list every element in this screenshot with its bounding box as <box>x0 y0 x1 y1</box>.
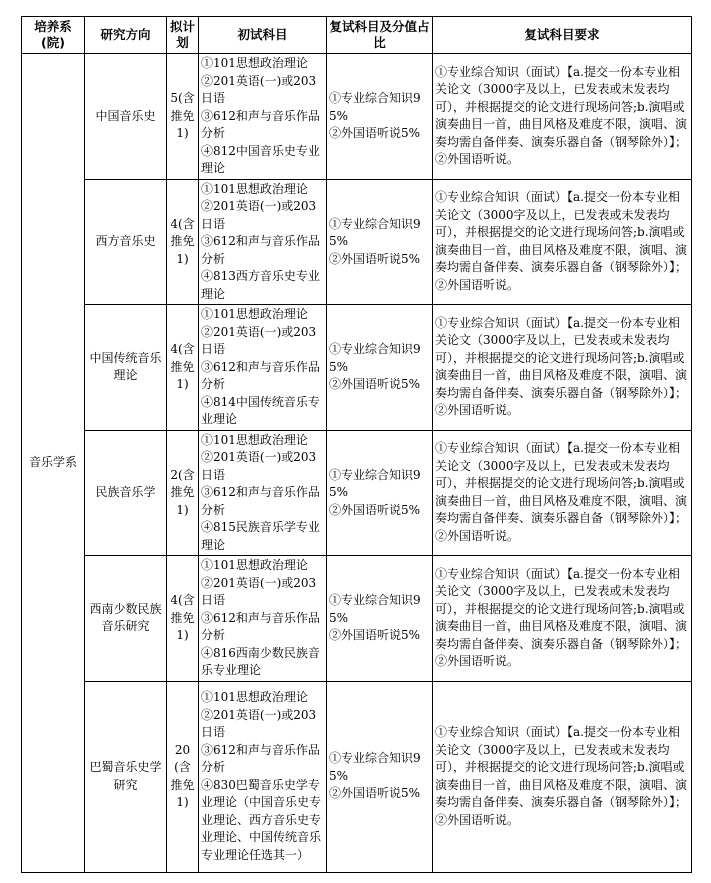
requirements-line: ①专业综合知识（面试）【a.提交一份本专业相关论文（3000字及以上，已发表或未发表均可），并根据提交的论文进行现场问答;b.演唱或演奏曲目一首，曲目风格及难度不限，演唱、演奏均需自备伴奏、演奏乐器自备（钢琴除外）】； <box>435 64 688 149</box>
initial-subjects-line: ④814中国传统音乐专业理论 <box>201 394 320 426</box>
plan-cell: 2(含推免1) <box>167 430 199 556</box>
header-plan: 拟计划 <box>167 17 199 54</box>
requirements-line: ①专业综合知识（面试）【a.提交一份本专业相关论文（3000字及以上，已发表或未发表均可），并根据提交的论文进行现场问答;b.演唱或演奏曲目一首，曲目风格及难度不限，演唱、演奏均需自备伴奏、演奏乐器自备（钢琴除外）】； <box>435 315 688 400</box>
retest-subjects-line: ②外国语听说5% <box>329 786 421 801</box>
retest-subjects-cell <box>327 305 433 431</box>
initial-subjects-line: ③612和声与音乐作品分析 <box>201 234 320 266</box>
initial-subjects-cell <box>199 54 327 180</box>
header-direction: 研究方向 <box>85 17 167 54</box>
header-initial-subjects: 初试科目 <box>199 17 327 54</box>
requirements-cell <box>433 305 692 431</box>
retest-subjects-line: ①专业综合知识95% <box>329 91 421 123</box>
retest-subjects-line: ①专业综合知识95% <box>329 467 421 499</box>
header-row <box>22 17 692 54</box>
requirements-line: ②外国语听说。 <box>435 403 520 418</box>
initial-subjects-line: ④830巴蜀音乐史学专业理论（中国音乐史专业理论、西方音乐史专业理论、中国传统音乐专业理论任选其一） <box>201 777 322 862</box>
header-requirements: 复试科目要求 <box>433 17 692 54</box>
initial-subjects-line: ③612和声与音乐作品分析 <box>201 742 320 774</box>
direction-cell: 民族音乐学 <box>85 430 167 556</box>
initial-subjects-line: ①101思想政治理论 <box>201 690 308 704</box>
initial-subjects-line: ①101思想政治理论 <box>201 56 308 70</box>
initial-subjects-line: ③612和声与音乐作品分析 <box>201 108 320 140</box>
table-row <box>22 179 692 305</box>
requirements-line: ②外国语听说。 <box>435 152 520 167</box>
header-retest-subjects: 复试科目及分值占比 <box>327 17 433 54</box>
requirements-line: ②外国语听说。 <box>435 528 520 543</box>
initial-subjects-line: ①101思想政治理论 <box>201 558 308 572</box>
requirements-line: ①专业综合知识（面试）【a.提交一份本专业相关论文（3000字及以上，已发表或未发表均可），并根据提交的论文进行现场问答;b.演唱或演奏曲目一首，曲目风格及难度不限，演唱、演奏均需自备伴奏、演奏乐器自备（钢琴除外）】； <box>435 725 688 809</box>
initial-subjects-line: ①101思想政治理论 <box>201 432 308 447</box>
requirements-line: ①专业综合知识（面试）【a.提交一份本专业相关论文（3000字及以上，已发表或未发表均可），并根据提交的论文进行现场问答;b.演唱或演奏曲目一首，曲目风格及难度不限，演唱、演奏均需自备伴奏、演奏乐器自备（钢琴除外）】； <box>435 566 688 651</box>
school-cell: 音乐学系 <box>22 54 85 873</box>
direction-cell: 中国音乐史 <box>85 54 167 180</box>
table-row <box>22 305 692 431</box>
initial-subjects-line: ④815民族音乐学专业理论 <box>201 520 320 552</box>
initial-subjects-cell <box>199 681 327 872</box>
requirements-cell <box>433 681 692 872</box>
initial-subjects-cell <box>199 305 327 431</box>
retest-subjects-cell <box>327 430 433 556</box>
plan-cell: 20(含推免1) <box>167 681 199 872</box>
retest-subjects-cell <box>327 681 433 872</box>
direction-cell: 中国传统音乐理论 <box>85 305 167 431</box>
initial-subjects-line: ④813西方音乐史专业理论 <box>201 269 320 301</box>
table-row <box>22 54 692 180</box>
direction-cell: 西方音乐史 <box>85 179 167 305</box>
table-row <box>22 681 692 872</box>
initial-subjects-line: ②201英语(一)或203日语 <box>201 324 317 356</box>
requirements-cell <box>433 179 692 305</box>
initial-subjects-line: ②201英语(一)或203日语 <box>201 199 317 231</box>
initial-subjects-line: ②201英语(一)或203日语 <box>201 575 317 607</box>
retest-subjects-line: ①专业综合知识95% <box>329 593 421 625</box>
admissions-table <box>21 16 692 873</box>
initial-subjects-line: ②201英语(一)或203日语 <box>201 73 317 105</box>
retest-subjects-line: ②外国语听说5% <box>329 251 421 266</box>
retest-subjects-line: ①专业综合知识95% <box>329 216 421 248</box>
initial-subjects-cell <box>199 430 327 556</box>
initial-subjects-cell <box>199 556 327 682</box>
direction-cell: 西南少数民族音乐研究 <box>85 556 167 682</box>
requirements-line: ②外国语听说。 <box>435 277 520 292</box>
retest-subjects-line: ①专业综合知识95% <box>329 342 421 374</box>
initial-subjects-line: ②201英语(一)或203日语 <box>201 707 317 739</box>
initial-subjects-line: ①101思想政治理论 <box>201 307 308 321</box>
retest-subjects-cell <box>327 556 433 682</box>
initial-subjects-line: ③612和声与音乐作品分析 <box>201 610 320 642</box>
initial-subjects-line: ②201英语(一)或203日语 <box>201 450 317 482</box>
requirements-line: ②外国语听说。 <box>435 654 520 669</box>
initial-subjects-line: ③612和声与音乐作品分析 <box>201 485 320 517</box>
requirements-cell <box>433 54 692 180</box>
requirements-line: ①专业综合知识（面试）【a.提交一份本专业相关论文（3000字及以上，已发表或未发表均可），并根据提交的论文进行现场问答;b.演唱或演奏曲目一首，曲目风格及难度不限，演唱、演奏均需自备伴奏、演奏乐器自备（钢琴除外）】； <box>435 190 688 275</box>
plan-cell: 4(含推免1) <box>167 179 199 305</box>
initial-subjects-cell <box>199 179 327 305</box>
retest-subjects-cell <box>327 179 433 305</box>
retest-subjects-line: ①专业综合知识95% <box>329 751 421 783</box>
initial-subjects-line: ①101思想政治理论 <box>201 181 308 196</box>
plan-cell: 4(含推免1) <box>167 556 199 682</box>
retest-subjects-cell <box>327 54 433 180</box>
requirements-line: ①专业综合知识（面试）【a.提交一份本专业相关论文（3000字及以上，已发表或未发表均可），并根据提交的论文进行现场问答;b.演唱或演奏曲目一首，曲目风格及难度不限，演唱、演奏均需自备伴奏、演奏乐器自备（钢琴除外）】； <box>435 441 688 526</box>
initial-subjects-line: ④812中国音乐史专业理论 <box>201 143 320 175</box>
plan-cell: 4(含推免1) <box>167 305 199 431</box>
initial-subjects-line: ④816西南少数民族音乐专业理论 <box>201 645 320 677</box>
requirements-line: ②外国语听说。 <box>435 812 520 827</box>
header-school: 培养系(院) <box>22 17 85 54</box>
initial-subjects-line: ③612和声与音乐作品分析 <box>201 359 320 391</box>
table-row <box>22 556 692 682</box>
retest-subjects-line: ②外国语听说5% <box>329 628 421 642</box>
requirements-cell <box>433 556 692 682</box>
retest-subjects-line: ②外国语听说5% <box>329 502 421 517</box>
retest-subjects-line: ②外国语听说5% <box>329 126 421 140</box>
requirements-cell <box>433 430 692 556</box>
table-row <box>22 430 692 556</box>
plan-cell: 5(含推免1) <box>167 54 199 180</box>
direction-cell: 巴蜀音乐史学研究 <box>85 681 167 872</box>
retest-subjects-line: ②外国语听说5% <box>329 377 421 391</box>
